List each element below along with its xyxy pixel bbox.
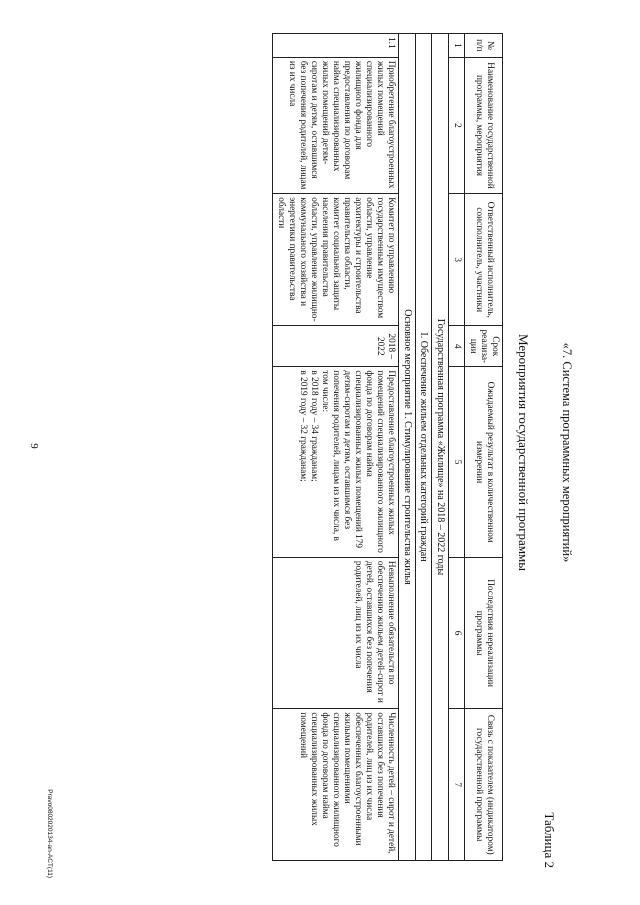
row-consequence: Невыполнение обязательств по обеспечению жильем детей-сирот и детей, оставшихся без попечения родителей, лиц из их числа: [273, 557, 399, 709]
row-indicator: Численность детей – сирот и детей, оставшихся без попечения родителей, лиц из их числа обеспеченных благоустроенными жилыми помещениями специализированного жилищного фонда по договорам найма специализированных жилых помещений: [273, 709, 399, 861]
column-number: 5: [449, 367, 465, 558]
table-title: Мероприятия государственной программы: [516, 333, 531, 572]
header-num: № п/п: [465, 34, 503, 58]
header-executor: Ответственный исполнитель, соисполнитель, участники: [465, 194, 503, 326]
row-term: 2018 – 2022: [273, 326, 399, 367]
column-number: 1: [449, 34, 465, 58]
column-numbers-row: [449, 34, 465, 861]
table-row: [273, 34, 399, 861]
header-term: Срок реализа-ции: [465, 326, 503, 367]
column-number: 6: [449, 557, 465, 709]
row-executor: Комитет по управлению государственным имуществом области, управление архитектуры и строительства правительства области, комитет социальной защиты населения правительства области, управление жилищно-коммунального хозяйства и энергетики правительства области: [273, 194, 399, 326]
column-number: 2: [449, 57, 465, 193]
section-title: «7. Система программных мероприятий»: [560, 342, 574, 563]
header-result: Ожидаемый результат в количественном измерении: [465, 367, 503, 558]
header-consequence: Последствия нереализации программы: [465, 557, 503, 709]
landscape-content: [40, 25, 610, 880]
row-result: [273, 367, 399, 558]
program-measures-table: [272, 33, 503, 861]
result-2019: в 2019 году – 32 гражданам;: [297, 370, 308, 482]
row-name: Приобретение благоустроенных жилых помещений специализированного жилищного фонда для предоставления по договорам найма специализированных жилых помещений детям-сиротам и детям, оставшимся без попечения родителей, лицам из их числа: [273, 57, 399, 193]
column-number: 7: [449, 709, 465, 861]
column-number: 3: [449, 194, 465, 326]
header-indicator: Связь с показателем (индикатором) государственной программы: [465, 709, 503, 861]
page-number: 9: [28, 443, 40, 449]
subprogram-title: I. Обеспечение жильем отдельных категорий граждан: [415, 34, 432, 861]
row-number: 1.1: [273, 34, 399, 58]
subprogram-row: [415, 34, 432, 861]
result-text: Предоставление благоустроенных жилых помещений специализированного жилищного фонда по договорам найма специализированных жилых помещений 179 детям-сиротам и детям, оставшимся без попечения родителей, лицам из их числа, в том числе:: [319, 370, 396, 553]
result-2018: в 2018 году – 34 гражданам;: [308, 370, 319, 482]
column-number: 4: [449, 326, 465, 367]
table-header-row: [465, 34, 503, 861]
program-row: [432, 34, 449, 861]
header-name: Наименование государственной программы, мероприятия: [465, 57, 503, 193]
program-title: Государственная программа «Жилище» на 2018 – 2022 годы: [432, 34, 449, 861]
measure-row: [398, 34, 415, 861]
table-caption: Таблица 2: [542, 812, 557, 868]
measure-title: Основное мероприятие 1. Стимулирование строительства жилья: [398, 34, 415, 861]
document-code: Pravo0802020134-an-ACT(11): [46, 789, 53, 878]
